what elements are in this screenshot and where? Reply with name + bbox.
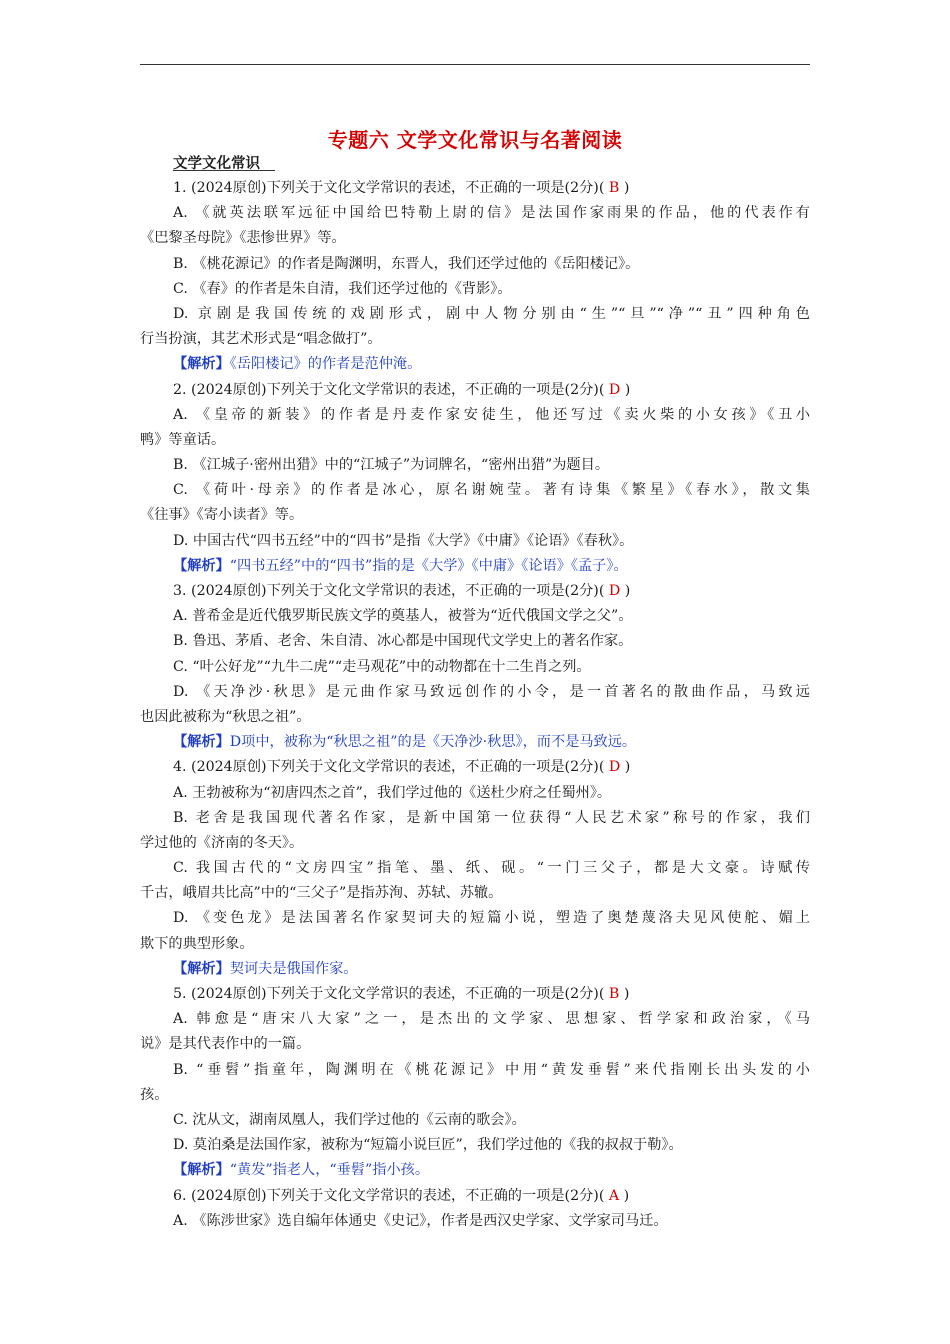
option-line: 孩。 — [140, 1086, 169, 1103]
question-stem — [140, 579, 810, 604]
question-stem — [140, 176, 810, 201]
question-stem-close: ) — [619, 986, 630, 1002]
option-line: C. “叶公好龙”“九牛二虎”“走马观花”中的动物都在十二生肖之列。 — [173, 658, 591, 675]
question-stem — [140, 982, 810, 1007]
question-stem-text: 6. (2024原创)下列关于文化文学常识的表述，不正确的一项是(2分)( — [173, 1187, 609, 1204]
option-line: B. 老舍是我国现代著名作家，是新中国第一位获得“人民艺术家”称号的作家，我们 — [173, 809, 810, 826]
option-line: C. 《荷叶·母亲》的作者是冰心，原名谢婉莹。著有诗集《繁星》《春水》，散文集 — [173, 482, 810, 499]
answer-letter: B — [608, 180, 620, 196]
explanation-text: 契诃夫是俄国作家。 — [229, 960, 358, 977]
option-line: A. 韩愈是“唐宋八大家”之一，是杰出的文学家、思想家、哲学家和政治家，《马 — [173, 1011, 810, 1028]
option-line: A. 《就英法联军远征中国给巴特勒上尉的信》是法国作家雨果的作品，他的代表作有 — [173, 205, 810, 222]
question-item — [140, 176, 810, 378]
explanation-tag: 【解析】 — [173, 557, 230, 574]
explanation — [140, 352, 810, 377]
option-line: 说》是其代表作中的一篇。 — [140, 1036, 311, 1053]
option-line: 千古，峨眉共比高”中的“三父子”是指苏洵、苏轼、苏辙。 — [140, 885, 503, 902]
answer-letter: B — [608, 986, 620, 1002]
answer-letter: A — [608, 1187, 620, 1204]
option-line: 鸭》等童话。 — [140, 431, 226, 448]
page-title: 专题六 文学文化常识与名著阅读 — [327, 128, 623, 152]
explanation-text: D项中，被称为“秋思之祖”的是《天净沙·秋思》，而不是马致远。 — [229, 734, 637, 751]
explanation-tag: 【解析】 — [173, 356, 230, 373]
question-stem-text: 5. (2024原创)下列关于文化文学常识的表述，不正确的一项是(2分)( — [173, 986, 609, 1002]
top-rule — [140, 64, 810, 65]
option-line: B. 鲁迅、茅盾、老舍、朱自清、冰心都是中国现代文学史上的著名作家。 — [173, 633, 633, 650]
question-item — [140, 755, 810, 982]
question-item — [140, 1184, 810, 1234]
explanation — [140, 554, 810, 579]
explanation — [140, 957, 810, 982]
explanation-tag: 【解析】 — [173, 960, 230, 977]
question-item — [140, 579, 810, 755]
option-line: 也因此被称为“秋思之祖”。 — [140, 708, 311, 725]
option-line: B. 《江城子·密州出猎》中的“江城子”为词牌名，“密州出猎”为题目。 — [173, 457, 610, 474]
option-line: A. 普希金是近代俄罗斯民族文学的奠基人，被誉为“近代俄国文学之父”。 — [173, 608, 633, 625]
section-underline — [173, 170, 275, 171]
option-line: D. 中国古代“四书五经”中的“四书”是指《大学》《中庸》《论语》《春秋》。 — [173, 532, 634, 549]
option-line: B. 《桃花源记》的作者是陶渊明，东晋人，我们还学过他的《岳阳楼记》。 — [173, 255, 640, 272]
answer-letter: D — [608, 759, 621, 776]
question-stem — [140, 378, 810, 403]
section-heading: 文学文化常识 — [173, 156, 260, 172]
option-line: D. 《变色龙》是法国著名作家契诃夫的短篇小说，塑造了奥楚蔑洛夫见风使舵、媚上 — [173, 910, 810, 927]
question-stem-close: ) — [619, 1187, 630, 1204]
option-line: C. 沈从文，湖南凤凰人，我们学过他的《云南的歌会》。 — [173, 1111, 526, 1128]
option-line: A. 王勃被称为“初唐四杰之首”，我们学过他的《送杜少府之任蜀州》。 — [173, 784, 612, 801]
question-stem — [140, 755, 810, 780]
question-stem-text: 1. (2024原创)下列关于文化文学常识的表述，不正确的一项是(2分)( — [173, 180, 609, 196]
question-item — [140, 378, 810, 580]
option-line: 行当扮演，其艺术形式是“唱念做打”。 — [140, 331, 382, 348]
question-stem-close: ) — [619, 180, 630, 196]
explanation — [140, 1158, 810, 1183]
explanation-text: “黄发”指老人，“垂髫”指小孩。 — [229, 1162, 430, 1179]
question-item — [140, 982, 810, 1184]
question-stem — [140, 1184, 810, 1209]
explanation-tag: 【解析】 — [173, 1162, 230, 1179]
question-stem-close: ) — [620, 381, 631, 398]
option-line: A. 《皇帝的新装》的作者是丹麦作家安徒生，他还写过《卖火柴的小女孩》《丑小 — [173, 406, 810, 423]
question-stem-close: ) — [620, 583, 631, 599]
question-list — [140, 176, 810, 1234]
option-line: C. 《春》的作者是朱自清，我们还学过他的《背影》。 — [173, 280, 512, 297]
option-line: 《往事》《寄小读者》等。 — [140, 507, 304, 524]
option-line: C. 我国古代的“文房四宝”指笔、墨、纸、砚。“一门三父子，都是大文豪。诗赋传 — [173, 860, 810, 877]
question-stem-text: 2. (2024原创)下列关于文化文学常识的表述，不正确的一项是(2分)( — [173, 381, 609, 398]
question-stem-text: 4. (2024原创)下列关于文化文学常识的表述，不正确的一项是(2分)( — [173, 759, 609, 776]
option-line: 学过他的《济南的冬天》。 — [140, 834, 304, 851]
explanation-text: 《岳阳楼记》的作者是范仲淹。 — [229, 356, 422, 373]
option-line: A. 《陈涉世家》选自编年体通史《史记》，作者是西汉史学家、文学家司马迁。 — [173, 1212, 668, 1229]
option-line: D. 莫泊桑是法国作家，被称为“短篇小说巨匠”，我们学过他的《我的叔叔于勒》。 — [173, 1137, 683, 1154]
explanation-tag: 【解析】 — [173, 734, 230, 751]
answer-letter: D — [608, 583, 621, 599]
explanation-text: “四书五经”中的“四书”指的是《大学》《中庸》《论语》《孟子》。 — [229, 557, 628, 574]
option-line: D. 《天净沙·秋思》是元曲作家马致远创作的小令，是一首著名的散曲作品，马致远 — [173, 683, 810, 700]
option-line: 《巴黎圣母院》《悲惨世界》等。 — [140, 230, 346, 247]
question-stem-text: 3. (2024原创)下列关于文化文学常识的表述，不正确的一项是(2分)( — [173, 583, 609, 599]
question-stem-close: ) — [620, 759, 631, 776]
answer-letter: D — [608, 381, 621, 398]
option-line: B. “垂髫”指童年，陶渊明在《桃花源记》中用“黄发垂髫”来代指刚长出头发的小 — [173, 1061, 810, 1078]
option-line: 欺下的典型形象。 — [140, 935, 254, 952]
option-line: D. 京剧是我国传统的戏剧形式，剧中人物分别由“生”“旦”“净”“丑”四种角色 — [173, 305, 810, 322]
explanation — [140, 730, 810, 755]
